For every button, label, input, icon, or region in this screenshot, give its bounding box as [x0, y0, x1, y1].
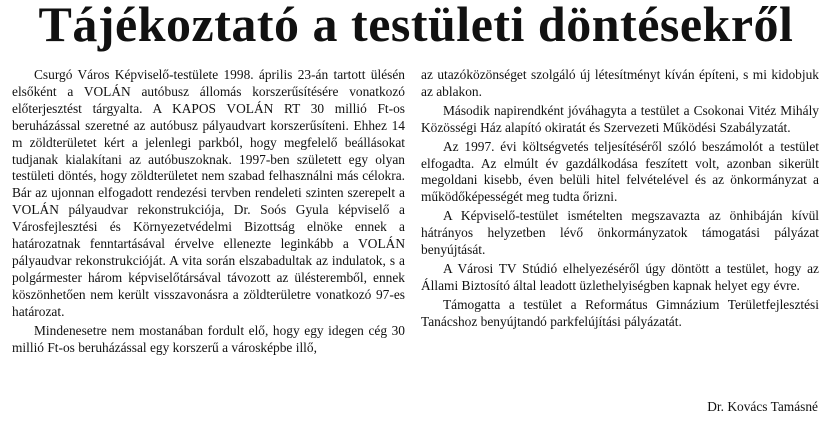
- paragraph: A Képviselő-testület ismételten megszavazta az önhibáján kívül hátrányos helyzetben lévő önkormányzatok támogatási pályázat benyújtását.: [421, 208, 819, 258]
- paragraph: Az 1997. évi költségvetés teljesítéséről szóló beszámolót a testület elfogadta. Az elmúlt év gazdálkodása feszített volt, azonban sikerült megoldani kisebb, éven belüli hitel felvételével és az önkormányzat a működőképességét meg tudta őrizni.: [421, 138, 819, 205]
- paragraph: Második napirendként jóváhagyta a testület a Csokonai Vitéz Mihály Közösségi Ház alapító okiratát és Szervezeti Működési Szabályzatát.: [421, 102, 819, 135]
- paragraph: Mindenesetre nem mostanában fordult elő, hogy egy idegen cég 30 millió Ft-os beruházással egy korszerű a városképbe illő,: [12, 322, 405, 355]
- paragraph-continuation: az utazóközönséget szolgáló új létesítményt kíván építeni, s mi kidobjuk az ablakon.: [421, 67, 819, 99]
- right-column: [421, 67, 819, 333]
- paragraph: Csurgó Város Képviselő-testülete 1998. április 23-án tartott ülésén elsőként a VOLÁN autóbusz állomás korszerűsítésére vonatkozó előterjesztést tárgyalta. A KAPOS VOLÁN RT 30 millió Ft-os beruházással szeretné az autóbusz pályaudvart korszerűsíteni. Ehhez 14 m zöldterületet kért a jelenlegi parkból, hogy megfelelő beállásokat tudjanak kialakítani az autóbuszoknak. 1997-ben született egy olyan testületi döntés, hogy zöldterületet nem szabad felhasználni más célokra. Bár az ujonnan elfogadott rendezési tervben rendeleti szinten szerepelt a VOLÁN pályaudvar rekonstrukciója, Dr. Soós Gyula képviselő a Városfejlesztési és Környezetvédelmi Bizottság elnöke ennek a határozatnak fenntartásával érvelve ellenezte leginkább a VOLÁN pályaudvar rekonstrukcióját. A vita során elszabadultak az indulatok, s a polgármester három képviselőtársával távozott az ülésteremből, ennek köszönhetően nem került visszavonásra a zöldterületre vonatkozó 97-es határozat.: [12, 67, 405, 319]
- article-headline: Tájékoztató a testületi döntésekről: [38, 0, 794, 52]
- paragraph: Támogatta a testület a Református Gimnázium Területfejlesztési Tanácshoz benyújtandó parkfelújítási pályázatát.: [421, 296, 819, 329]
- paragraph: A Városi TV Stúdió elhelyezéséről úgy döntött a testület, hogy az Állami Biztosító által leadott üzlethelyiségben kapnak helyet egy évre.: [421, 260, 819, 293]
- author-signature: Dr. Kovács Tamásné: [707, 399, 818, 414]
- left-column: [12, 67, 405, 358]
